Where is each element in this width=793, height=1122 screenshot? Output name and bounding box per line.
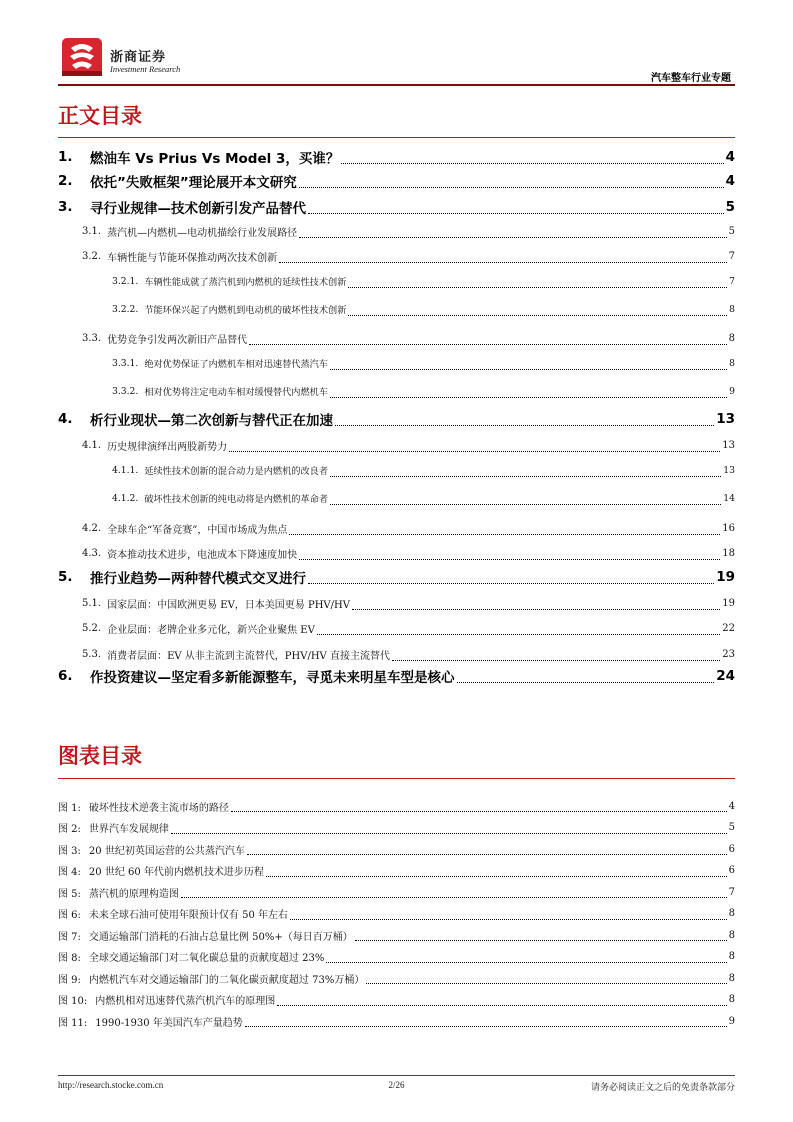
dot-leader (348, 287, 727, 288)
entry-page: 6 (728, 843, 735, 855)
toc-entry[interactable] (58, 643, 735, 665)
brand-name: 浙商证券 (110, 50, 167, 65)
dot-leader (330, 397, 727, 398)
toc-entry[interactable] (58, 327, 735, 349)
entry-title: 车辆性能与节能环保推动两次技术创新 (107, 252, 278, 264)
entry-number: 4. (58, 411, 73, 427)
entry-title: 历史规律演绎出两股新势力 (107, 441, 228, 453)
entry-page: 13 (716, 411, 735, 427)
entry-title: 1990-1930 年美国汽车产量趋势 (95, 1017, 243, 1029)
entry-title: 内燃机相对迅速替代蒸汽机汽车的原理图 (95, 996, 276, 1007)
entry-number: 5.3. (82, 648, 102, 660)
entry-page: 4 (728, 800, 735, 812)
entry-page: 23 (722, 648, 735, 660)
entry-number: 3.2. (82, 250, 102, 262)
dot-leader (326, 962, 726, 963)
figure-entry[interactable] (58, 818, 735, 838)
header-rule (58, 84, 735, 86)
entry-title: 节能环保兴起了内燃机到电动机的破坏性技术创新 (144, 305, 347, 316)
dot-leader (308, 213, 724, 214)
entry-page: 8 (728, 994, 735, 1005)
entry-number: 4.1. (82, 439, 102, 451)
dot-leader (341, 163, 723, 164)
entry-title: 寻行业规律—技术创新引发产品替代 (90, 201, 306, 217)
dot-leader (181, 897, 727, 898)
toc-entry[interactable] (58, 298, 735, 320)
entry-number: 5. (58, 569, 73, 585)
entry-title: 20 世纪初英国运营的公共蒸汽汽车 (88, 845, 245, 857)
entry-title: 资本推动技术进步，电池成本下降速度加快 (107, 549, 298, 561)
toc-entry[interactable] (58, 542, 735, 564)
logo-mark-icon (62, 38, 102, 76)
figure-entry[interactable] (58, 947, 735, 967)
toc-entry[interactable] (58, 245, 735, 267)
report-type: 汽车整车行业专题 (651, 73, 731, 84)
figure-entry[interactable] (58, 968, 735, 988)
toc-title-rule (58, 137, 735, 138)
entry-number: 1. (58, 149, 73, 165)
entry-page: 19 (716, 569, 735, 585)
dot-leader (290, 919, 727, 920)
entry-page: 8 (728, 972, 735, 984)
entry-title: 全球交通运输部门对二氧化碳总量的贡献度超过 23% (88, 953, 325, 964)
dot-leader (308, 583, 714, 584)
figures-title: 图表目录 (58, 744, 142, 768)
entry-title: 推行业趋势—两种替代模式交叉进行 (90, 571, 306, 587)
toc-entry[interactable] (58, 220, 735, 242)
company-logo (62, 38, 182, 78)
entry-page: 5 (725, 199, 735, 215)
dot-leader (330, 476, 721, 477)
entry-title: 全球车企“军备竞赛”，中国市场成为焦点 (107, 524, 288, 536)
entry-page: 5 (728, 225, 735, 237)
entry-title: 燃油车 Vs Prius Vs Model 3，买谁？ (90, 151, 340, 167)
dot-leader (266, 876, 727, 877)
entry-number: 图 5: (58, 888, 81, 900)
entry-number: 图 11: (58, 1017, 88, 1029)
dot-leader (229, 451, 720, 452)
dot-leader (289, 534, 720, 535)
dot-leader (247, 854, 727, 855)
entry-title: 作投资建议—坚定看多新能源整车，寻觅未来明星车型是核心 (90, 670, 455, 686)
entry-page: 8 (728, 951, 735, 962)
toc-entry[interactable] (58, 146, 735, 168)
entry-number: 5.2. (82, 622, 102, 634)
entry-number: 4.1.1. (112, 464, 139, 476)
entry-number: 3. (58, 199, 73, 215)
entry-page: 8 (728, 332, 735, 344)
entry-number: 6. (58, 668, 73, 684)
entry-page: 5 (728, 822, 735, 833)
entry-title: 20 世纪 60 年代前内燃机技术进步历程 (88, 867, 264, 878)
entry-title: 相对优势将注定电动车相对缓慢替代内燃机车 (144, 387, 329, 398)
dot-leader (299, 187, 724, 188)
toc-entry[interactable] (58, 196, 735, 218)
footer-disclaimer: 请务必阅读正文之后的免责条款部分 (590, 1083, 735, 1093)
entry-number: 3.2.2. (112, 303, 139, 315)
figure-entry[interactable] (58, 925, 735, 945)
entry-number: 2. (58, 173, 73, 189)
entry-title: 内燃机汽车对交通运输部门的二氧化碳贡献度超过 73%万桶） (88, 974, 365, 986)
page-number: 2/26 (388, 1080, 405, 1090)
entry-page: 4 (725, 173, 735, 189)
toc-entry[interactable] (58, 592, 735, 614)
dot-leader (335, 425, 714, 426)
dot-leader (245, 1026, 727, 1027)
toc-entry[interactable] (58, 617, 735, 639)
entry-number: 图 2: (58, 824, 81, 835)
toc-entry[interactable] (58, 270, 735, 292)
entry-page: 4 (725, 149, 735, 165)
entry-number: 4.3. (82, 547, 102, 559)
entry-title: 绝对优势保证了内燃机车相对迅速替代蒸汽车 (144, 359, 329, 370)
toc-title: 正文目录 (58, 104, 142, 128)
entry-page: 8 (728, 908, 735, 919)
dot-leader (299, 559, 720, 560)
entry-title: 破坏性技术创新的纯电动将是内燃机的革命者 (144, 494, 329, 505)
figure-entry[interactable] (58, 796, 735, 816)
dot-leader (392, 660, 720, 661)
dot-leader (348, 315, 727, 316)
entry-number: 3.1. (82, 225, 102, 237)
entry-title: 国家层面：中国欧洲更易 EV，日本美国更易 PHV/HV (107, 599, 350, 611)
dot-leader (231, 811, 727, 812)
dot-leader (352, 609, 720, 610)
dot-leader (171, 833, 727, 834)
entry-title: 世界汽车发展规律 (88, 824, 169, 835)
toc-entry[interactable] (58, 487, 735, 509)
entry-page: 13 (722, 439, 735, 451)
entry-number: 图 1: (58, 802, 81, 814)
entry-page: 18 (722, 547, 735, 559)
entry-page: 7 (728, 886, 735, 898)
figure-entry[interactable] (58, 839, 735, 859)
toc-entry[interactable] (58, 566, 735, 588)
toc-entry[interactable] (58, 459, 735, 481)
entry-page: 6 (728, 865, 735, 876)
entry-page: 9 (729, 385, 735, 397)
entry-title: 消费者层面：EV 从非主流到主流替代，PHV/HV 直接主流替代 (107, 650, 390, 662)
entry-page: 7 (728, 250, 735, 262)
figures-title-rule (58, 778, 735, 779)
entry-page: 9 (728, 1015, 735, 1027)
entry-page: 14 (723, 492, 735, 504)
dot-leader (366, 983, 726, 984)
toc-entry[interactable] (58, 434, 735, 456)
dot-leader (277, 1005, 726, 1006)
entry-title: 析行业现状—第二次创新与替代正在加速 (90, 413, 333, 429)
entry-number: 图 10: (58, 996, 88, 1007)
figure-entry[interactable] (58, 904, 735, 924)
entry-title: 企业层面：老牌企业多元化，新兴企业聚焦 EV (107, 624, 315, 636)
brand-subtitle: Investment Research (110, 64, 181, 74)
entry-page: 24 (716, 668, 735, 684)
toc-entry[interactable] (58, 408, 735, 430)
dot-leader (330, 504, 721, 505)
entry-number: 3.3.1. (112, 357, 139, 369)
dot-leader (457, 682, 715, 683)
entry-number: 图 9: (58, 974, 81, 986)
footer-rule (58, 1075, 735, 1076)
entry-number: 3.3.2. (112, 385, 139, 397)
entry-number: 5.1. (82, 597, 102, 609)
entry-page: 8 (728, 929, 735, 941)
entry-number: 图 3: (58, 845, 81, 857)
entry-page: 16 (722, 522, 735, 534)
entry-title: 交通运输部门消耗的石油占总量比例 50%+（每日百万桶） (88, 931, 353, 943)
figure-entry[interactable] (58, 861, 735, 881)
toc-entry[interactable] (58, 665, 735, 687)
entry-title: 延续性技术创新的混合动力是内燃机的改良者 (144, 466, 329, 477)
entry-number: 4.2. (82, 522, 102, 534)
entry-number: 图 4: (58, 867, 81, 878)
entry-page: 22 (722, 622, 735, 634)
footer-url[interactable]: http://research.stocke.com.cn (58, 1080, 164, 1090)
figure-entry[interactable] (58, 990, 735, 1010)
entry-number: 图 8: (58, 953, 81, 964)
entry-title: 破坏性技术逆袭主流市场的路径 (88, 802, 229, 814)
dot-leader (279, 262, 727, 263)
dot-leader (330, 369, 727, 370)
toc-entry[interactable] (58, 517, 735, 539)
entry-title: 蒸汽机—内燃机—电动机描绘行业发展路径 (107, 227, 298, 239)
entry-number: 图 6: (58, 910, 81, 921)
entry-page: 19 (722, 597, 735, 609)
toc-entry[interactable] (58, 380, 735, 402)
entry-title: 蒸汽机的原理构造图 (88, 888, 179, 900)
dot-leader (355, 940, 727, 941)
figure-entry[interactable] (58, 882, 735, 902)
entry-title: 车辆性能成就了蒸汽机到内燃机的延续性技术创新 (144, 277, 347, 288)
entry-page: 7 (729, 275, 735, 287)
entry-title: 依托”失败框架”理论展开本文研究 (90, 175, 297, 191)
entry-title: 未来全球石油可使用年限预计仅有 50 年左右 (88, 910, 289, 921)
entry-page: 13 (723, 464, 735, 476)
dot-leader (249, 344, 727, 345)
entry-number: 4.1.2. (112, 492, 139, 504)
entry-number: 图 7: (58, 931, 81, 943)
entry-page: 8 (729, 357, 735, 369)
entry-page: 8 (729, 303, 735, 315)
toc-entry[interactable] (58, 352, 735, 374)
entry-number: 3.3. (82, 332, 102, 344)
dot-leader (299, 237, 727, 238)
dot-leader (317, 634, 720, 635)
entry-number: 3.2.1. (112, 275, 139, 287)
figure-entry[interactable] (58, 1011, 735, 1031)
toc-entry[interactable] (58, 170, 735, 192)
entry-title: 优势竞争引发两次新旧产品替代 (107, 334, 248, 346)
